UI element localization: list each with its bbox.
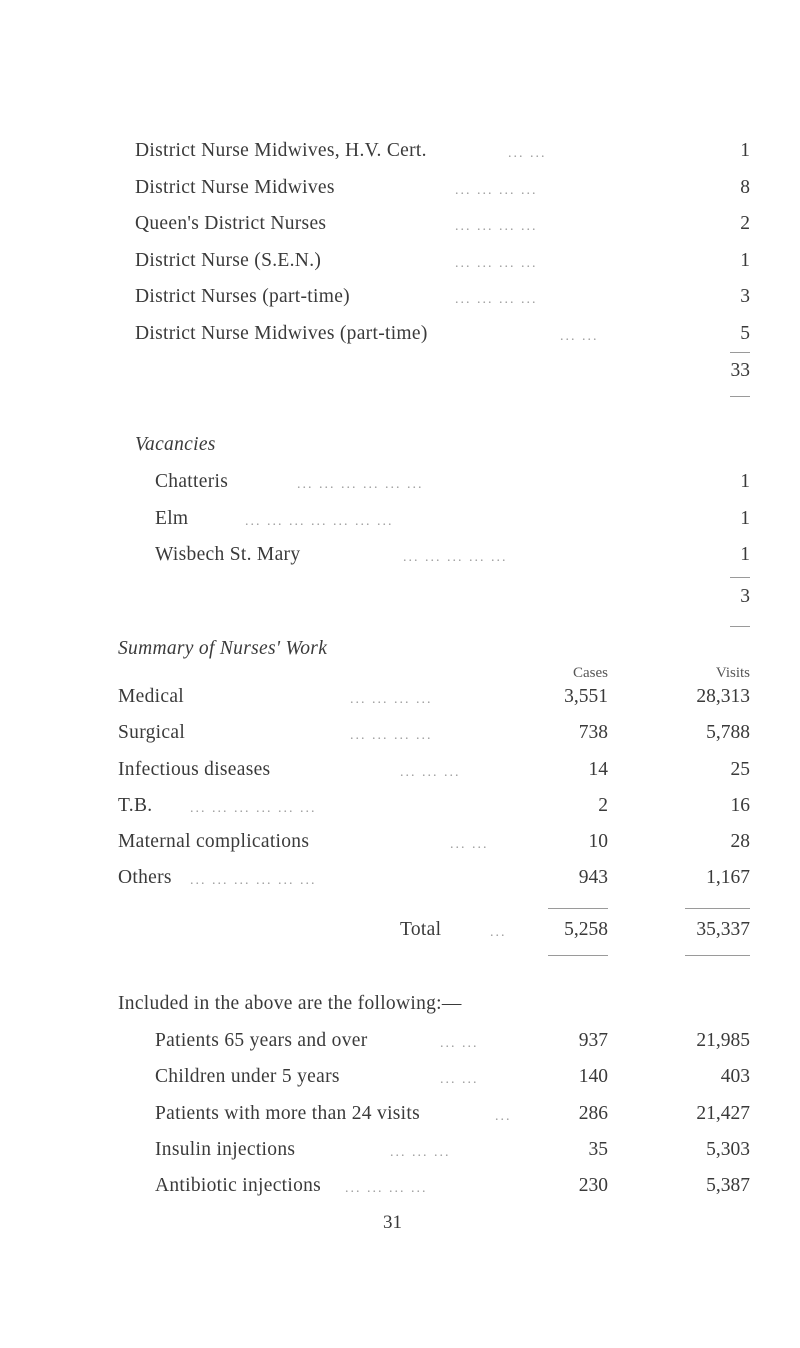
vacancy-label: Elm [155, 508, 189, 529]
staff-label: District Nurse Midwives [135, 177, 335, 198]
included-row-label: Insulin injections [155, 1139, 296, 1160]
vacancy-count: 1 [740, 508, 750, 529]
leader-dots: ... ... ... ... ... ... ... [245, 514, 394, 529]
leader-dots: ... ... ... ... [455, 183, 538, 198]
vacancy-label: Chatteris [155, 471, 229, 492]
leader-dots: ... ... [450, 837, 489, 852]
included-visits: 21,427 [696, 1103, 750, 1124]
leader-dots: ... ... ... ... [455, 256, 538, 271]
staff-count: 2 [740, 213, 750, 234]
summary-cases: 14 [588, 759, 608, 780]
total-rule [730, 396, 750, 397]
total-rule [685, 908, 750, 909]
column-header-cases: Cases [573, 665, 608, 681]
summary-total-label: Total [400, 919, 442, 940]
staff-label: District Nurse (S.E.N.) [135, 250, 322, 271]
summary-row-label: Surgical [118, 722, 186, 743]
total-rule [730, 626, 750, 627]
included-visits: 5,387 [706, 1175, 750, 1196]
staff-count: 5 [740, 323, 750, 344]
included-row-label: Children under 5 years [155, 1066, 340, 1087]
summary-cases: 3,551 [564, 686, 608, 707]
vacancy-count: 1 [740, 544, 750, 565]
page-number: 31 [383, 1212, 402, 1233]
included-cases: 286 [578, 1103, 608, 1124]
summary-row-label: Infectious diseases [118, 759, 271, 780]
summary-heading: Summary of Nurses' Work [118, 638, 328, 659]
subtotal-rule [730, 352, 750, 353]
summary-row-label: Medical [118, 686, 184, 707]
summary-total-visits: 35,337 [696, 919, 750, 940]
included-row-label: Patients 65 years and over [155, 1030, 368, 1051]
staff-label: Queen's District Nurses [135, 213, 327, 234]
leader-dots: ... ... ... ... [350, 728, 433, 743]
vacancy-count: 1 [740, 471, 750, 492]
summary-cases: 738 [578, 722, 608, 743]
included-cases: 937 [578, 1030, 608, 1051]
summary-visits: 5,788 [706, 722, 750, 743]
summary-visits: 1,167 [706, 867, 750, 888]
leader-dots: ... ... ... ... [455, 219, 538, 234]
summary-total-cases: 5,258 [564, 919, 608, 940]
leader-dots: ... ... ... ... ... [403, 550, 508, 565]
summary-visits: 16 [730, 795, 750, 816]
leader-dots: ... ... ... ... ... ... [297, 477, 424, 492]
staff-count: 8 [740, 177, 750, 198]
summary-visits: 25 [730, 759, 750, 780]
leader-dots: ... ... ... ... [345, 1181, 428, 1196]
included-cases: 140 [578, 1066, 608, 1087]
summary-row-label: T.B. [118, 795, 153, 816]
staff-label: District Nurse Midwives (part-time) [135, 323, 428, 344]
leader-dots: ... ... ... [400, 765, 461, 780]
included-cases: 230 [578, 1175, 608, 1196]
column-header-visits: Visits [715, 665, 750, 681]
total-rule [548, 908, 608, 909]
total-rule [685, 955, 750, 956]
staff-count: 3 [740, 286, 750, 307]
leader-dots: ... ... [560, 329, 599, 344]
included-visits: 21,985 [696, 1030, 750, 1051]
included-row-label: Antibiotic injections [155, 1175, 322, 1196]
included-visits: 403 [720, 1066, 750, 1087]
vacancies-total: 3 [740, 586, 750, 607]
leader-dots: ... ... [440, 1072, 479, 1087]
included-cases: 35 [588, 1139, 608, 1160]
leader-dots: ... ... ... ... [350, 692, 433, 707]
summary-cases: 2 [598, 795, 608, 816]
leader-dots: ... ... ... ... [455, 292, 538, 307]
vacancy-label: Wisbech St. Mary [155, 544, 301, 565]
staff-count: 1 [740, 250, 750, 271]
subtotal-rule [730, 577, 750, 578]
leader-dots: ... ... ... [390, 1145, 451, 1160]
leader-dots: ... ... ... ... ... ... [190, 801, 317, 816]
staff-label: District Nurses (part-time) [135, 286, 350, 307]
summary-row-label: Maternal complications [118, 831, 310, 852]
included-heading: Included in the above are the following:— [118, 993, 462, 1014]
leader-dots: ... [495, 1109, 512, 1124]
leader-dots: ... ... ... ... ... ... [190, 873, 317, 888]
leader-dots: ... ... [508, 146, 547, 161]
leader-dots: ... [490, 925, 507, 940]
included-visits: 5,303 [706, 1139, 750, 1160]
staff-count: 1 [740, 140, 750, 161]
included-row-label: Patients with more than 24 visits [155, 1103, 421, 1124]
summary-cases: 943 [578, 867, 608, 888]
summary-row-label: Others [118, 867, 172, 888]
leader-dots: ... ... [440, 1036, 479, 1051]
total-rule [548, 955, 608, 956]
summary-cases: 10 [588, 831, 608, 852]
summary-visits: 28 [730, 831, 750, 852]
summary-visits: 28,313 [696, 686, 750, 707]
staff-total: 33 [730, 360, 750, 381]
staff-label: District Nurse Midwives, H.V. Cert. [135, 140, 427, 161]
vacancies-heading: Vacancies [135, 434, 216, 455]
